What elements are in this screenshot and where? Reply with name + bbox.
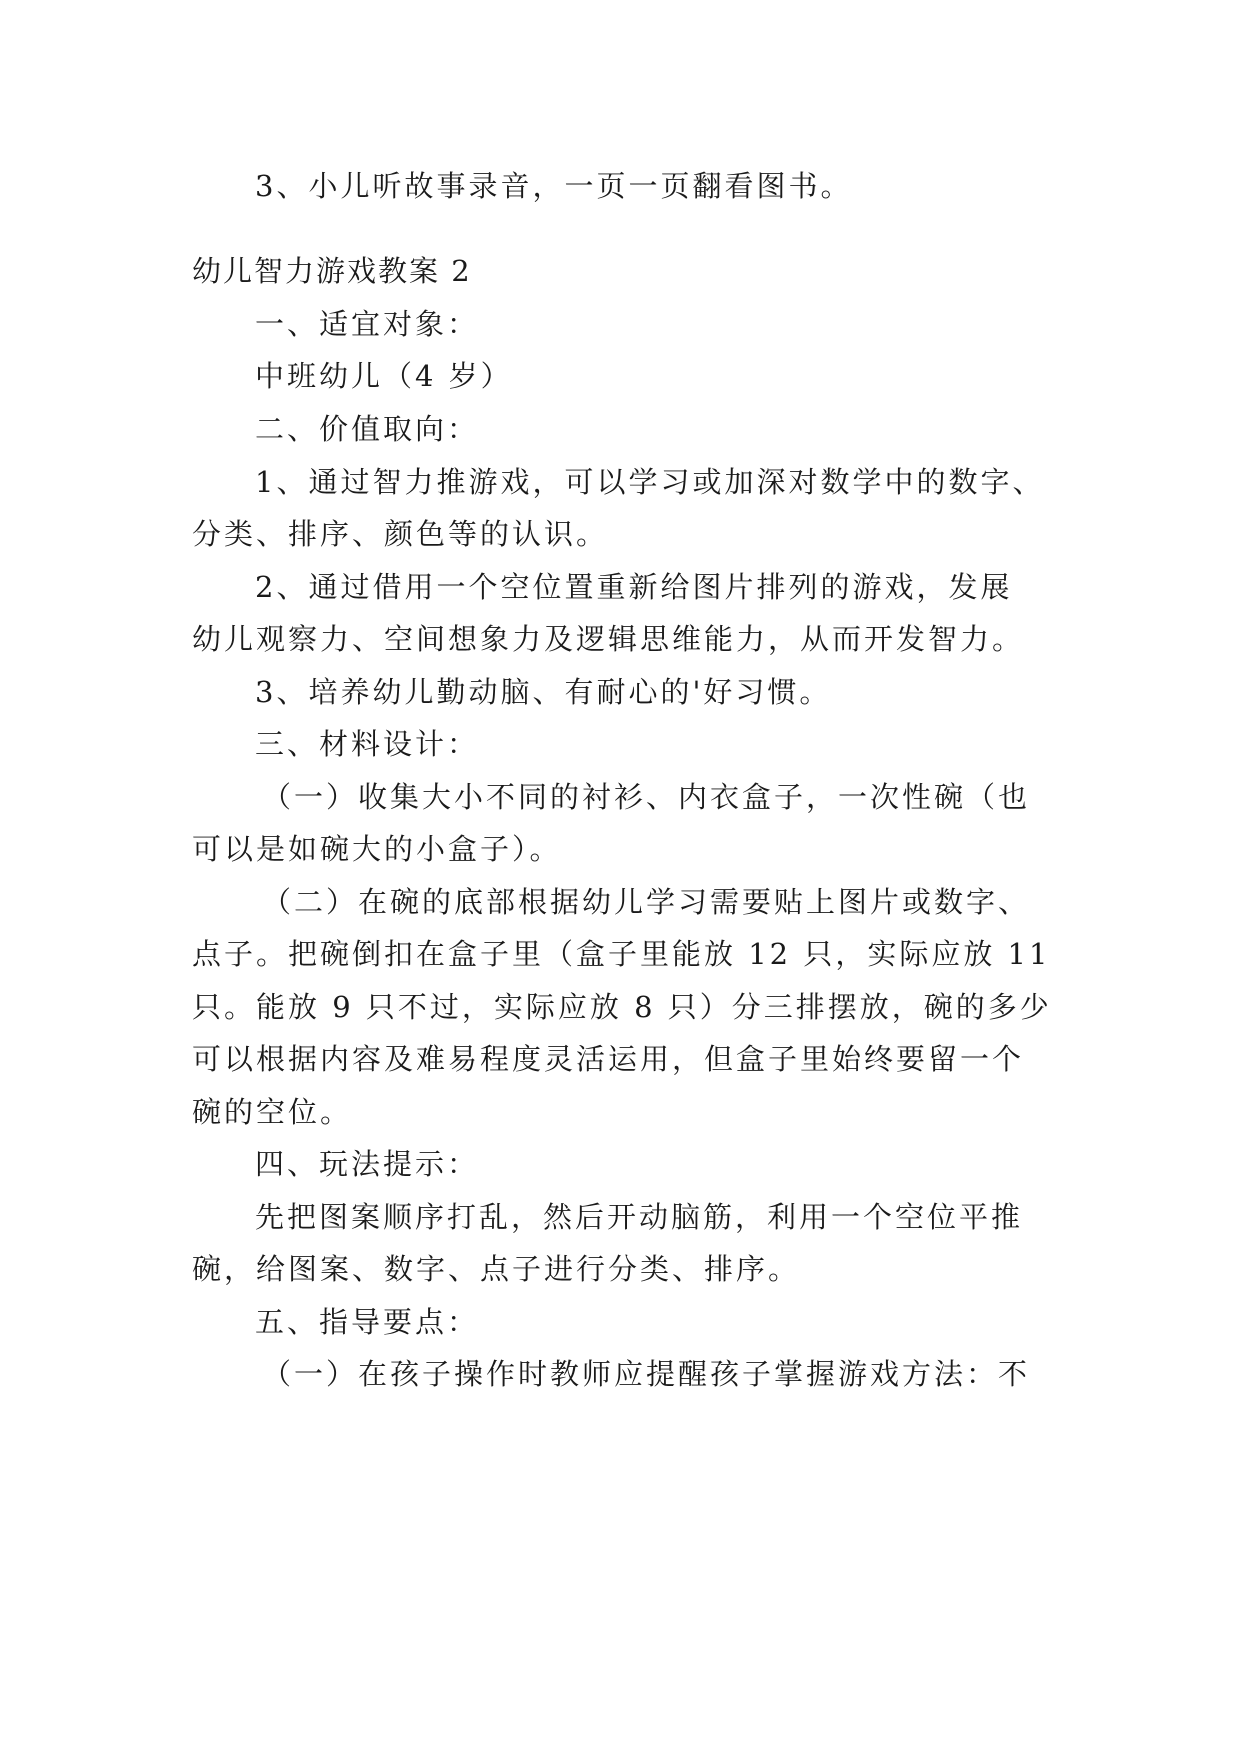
heading-value-orientation: 二、价值取向： bbox=[255, 412, 480, 446]
paragraph-line: 3、培养幼儿勤动脑、有耐心的'好习惯。 bbox=[255, 675, 832, 709]
paragraph-line: 2、通过借用一个空位置重新给图片排列的游戏，发展 bbox=[255, 570, 1013, 604]
paragraph-line: 幼儿观察力、空间想象力及逻辑思维能力，从而开发智力。 bbox=[192, 622, 1025, 656]
paragraph-line: 只。能放 9 只不过，实际应放 8 只）分三排摆放，碗的多少 bbox=[192, 990, 1052, 1024]
paragraph-line: 中班幼儿（4 岁） bbox=[255, 359, 513, 393]
paragraph-line: 点子。把碗倒扣在盒子里（盒子里能放 12 只，实际应放 11 bbox=[192, 937, 1051, 971]
heading-play-tips: 四、玩法提示： bbox=[255, 1147, 480, 1181]
heading-material-design: 三、材料设计： bbox=[255, 727, 480, 761]
paragraph-line: 可以根据内容及难易程度灵活运用，但盒子里始终要留一个 bbox=[192, 1042, 1025, 1076]
paragraph-line: 碗，给图案、数字、点子进行分类、排序。 bbox=[192, 1252, 801, 1286]
paragraph-line: 1、通过智力推游戏，可以学习或加深对数学中的数字、 bbox=[255, 465, 1045, 499]
paragraph-line: 3、小儿听故事录音，一页一页翻看图书。 bbox=[255, 169, 853, 203]
paragraph-line: （一）在孩子操作时教师应提醒孩子掌握游戏方法：不 bbox=[262, 1357, 1031, 1391]
paragraph-line: 分类、排序、颜色等的认识。 bbox=[192, 517, 609, 551]
paragraph-line: 先把图案顺序打乱，然后开动脑筋，利用一个空位平推 bbox=[255, 1200, 1024, 1234]
paragraph-line: 碗的空位。 bbox=[192, 1095, 353, 1129]
section-title: 幼儿智力游戏教案 2 bbox=[192, 254, 472, 288]
paragraph-line: 可以是如碗大的小盒子）。 bbox=[192, 832, 562, 866]
heading-suitable-audience: 一、适宜对象： bbox=[255, 307, 480, 341]
paragraph-line: （二）在碗的底部根据幼儿学习需要贴上图片或数字、 bbox=[262, 885, 1031, 919]
paragraph-line: （一）收集大小不同的衬衫、内衣盒子，一次性碗（也 bbox=[262, 780, 1031, 814]
heading-guidance-points: 五、指导要点： bbox=[255, 1305, 480, 1339]
